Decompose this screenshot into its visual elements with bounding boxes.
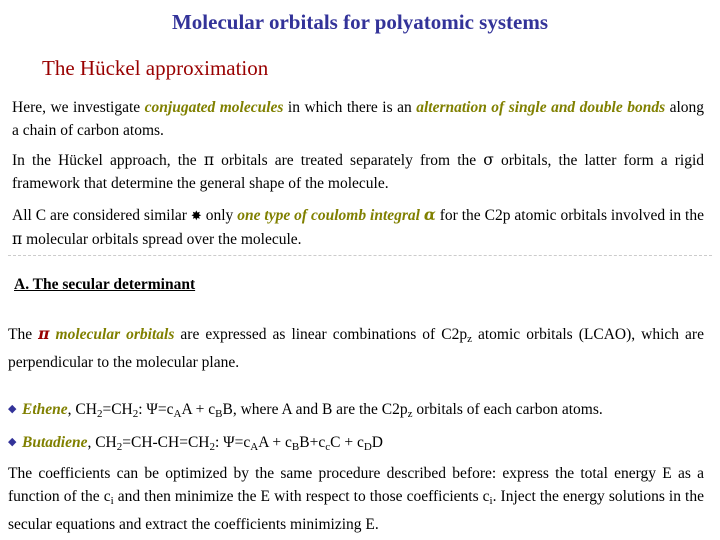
b1-sub-2: 2 [132,408,139,420]
p1-highlight-conjugated: conjugated molecules [144,99,284,116]
pi-symbol: π [12,230,23,248]
p1-highlight-alternation: alternation of single and double bonds [416,99,666,116]
subscript-i: i [110,495,114,507]
p4-text-3: atomic orbitals (LCAO), which are perpendicular to the molecular plane. [8,326,704,371]
p2-text-1: In the Hückel approach, the [12,152,204,169]
bullet-butadiene [8,431,708,459]
paragraph-coulomb-integral [12,203,704,251]
bullet-ethene [8,398,708,426]
slide-title: Molecular orbitals for polyatomic systems [171,10,548,34]
p3-text-4: molecular orbitals spread over the molecule. [22,231,302,248]
p5-text-3: . Inject the energy solutions in the secular equations and extract the coefficients minimizing E. [8,488,704,533]
p3-text-1: All C are considered similar [12,207,191,224]
paragraph-huckel-approach [12,149,704,195]
paragraph-lcao [8,322,704,374]
subscript-z: z [467,333,472,345]
b1-text-5: B, where A and B are the C2p [222,401,408,418]
b2-sub-1: 2 [116,441,123,453]
b2-sub-6: D [363,441,372,453]
p5-text-2: and then minimize the E with respect to those coefficients c [113,488,490,505]
b1-text-3: : Ψ=c [138,401,174,418]
b1-text-2: =CH [102,401,133,418]
b2-text-4: A + c [258,434,292,451]
p1-text-3: along a chain of carbon atoms. [12,99,705,139]
pi-symbol: π [203,151,214,169]
b2-text-7: D [371,434,383,451]
b1-sub-1: 2 [96,408,103,420]
slide-subtitle: The Hückel approximation [42,56,269,80]
diamond-bullet-icon: ◆ [8,403,17,415]
implies-icon: ✸ [190,209,202,224]
alpha-symbol: α [423,205,436,224]
p1-text-2: in which there is an [283,99,417,116]
p4-text-2: are expressed as linear combinations of C2p [174,326,468,343]
molecule-name-butadiene: Butadiene [22,434,88,451]
b1-text-1: , CH [67,401,97,418]
b2-text-5: B+c [299,434,326,451]
subscript-i: i [489,495,493,507]
p3-text-2: only [201,207,238,224]
b1-text-6: orbitals of each carbon atoms. [412,401,603,418]
b2-text-6: C + c [330,434,364,451]
b2-text-2: =CH-CH=CH [122,434,210,451]
b2-sub-2: 2 [209,441,215,453]
b1-sub-5: z [407,408,413,420]
p5-text-1: The coefficients can be optimized by the same procedure described before: express the total energy E as a function of the c [8,465,704,505]
section-heading: A. The secular determinant [14,276,196,293]
p4-highlight-mo: molecular orbitals [49,326,175,343]
b1-sub-4: B [215,408,223,420]
b2-sub-4: B [291,441,300,453]
b2-text-3: : Ψ=c [215,434,251,451]
p4-text-1: The [8,326,39,343]
b2-sub-3: A [250,441,259,453]
p3-text-3: for the C2p atomic orbitals involved in the [435,207,704,224]
p2-text-2: orbitals are treated separately from the [214,152,484,169]
divider [8,255,712,256]
b1-text-4: A + c [181,401,216,418]
b2-text-1: , CH [87,434,117,451]
b1-sub-3: A [173,408,182,420]
paragraph-conjugated [12,96,704,142]
p2-text-3: orbitals, the latter form a rigid framework that determine the general shape of the molecule. [12,152,705,192]
sigma-symbol: σ [483,151,494,169]
p3-highlight-coulomb: one type of coulomb integral [237,207,424,224]
p1-text-1: Here, we investigate [12,99,145,116]
pi-symbol: π [38,324,50,343]
diamond-bullet-icon: ◆ [8,436,17,448]
b2-sub-5: c [325,441,331,453]
molecule-name-ethene: Ethene [22,401,68,418]
paragraph-coefficients [8,462,704,536]
